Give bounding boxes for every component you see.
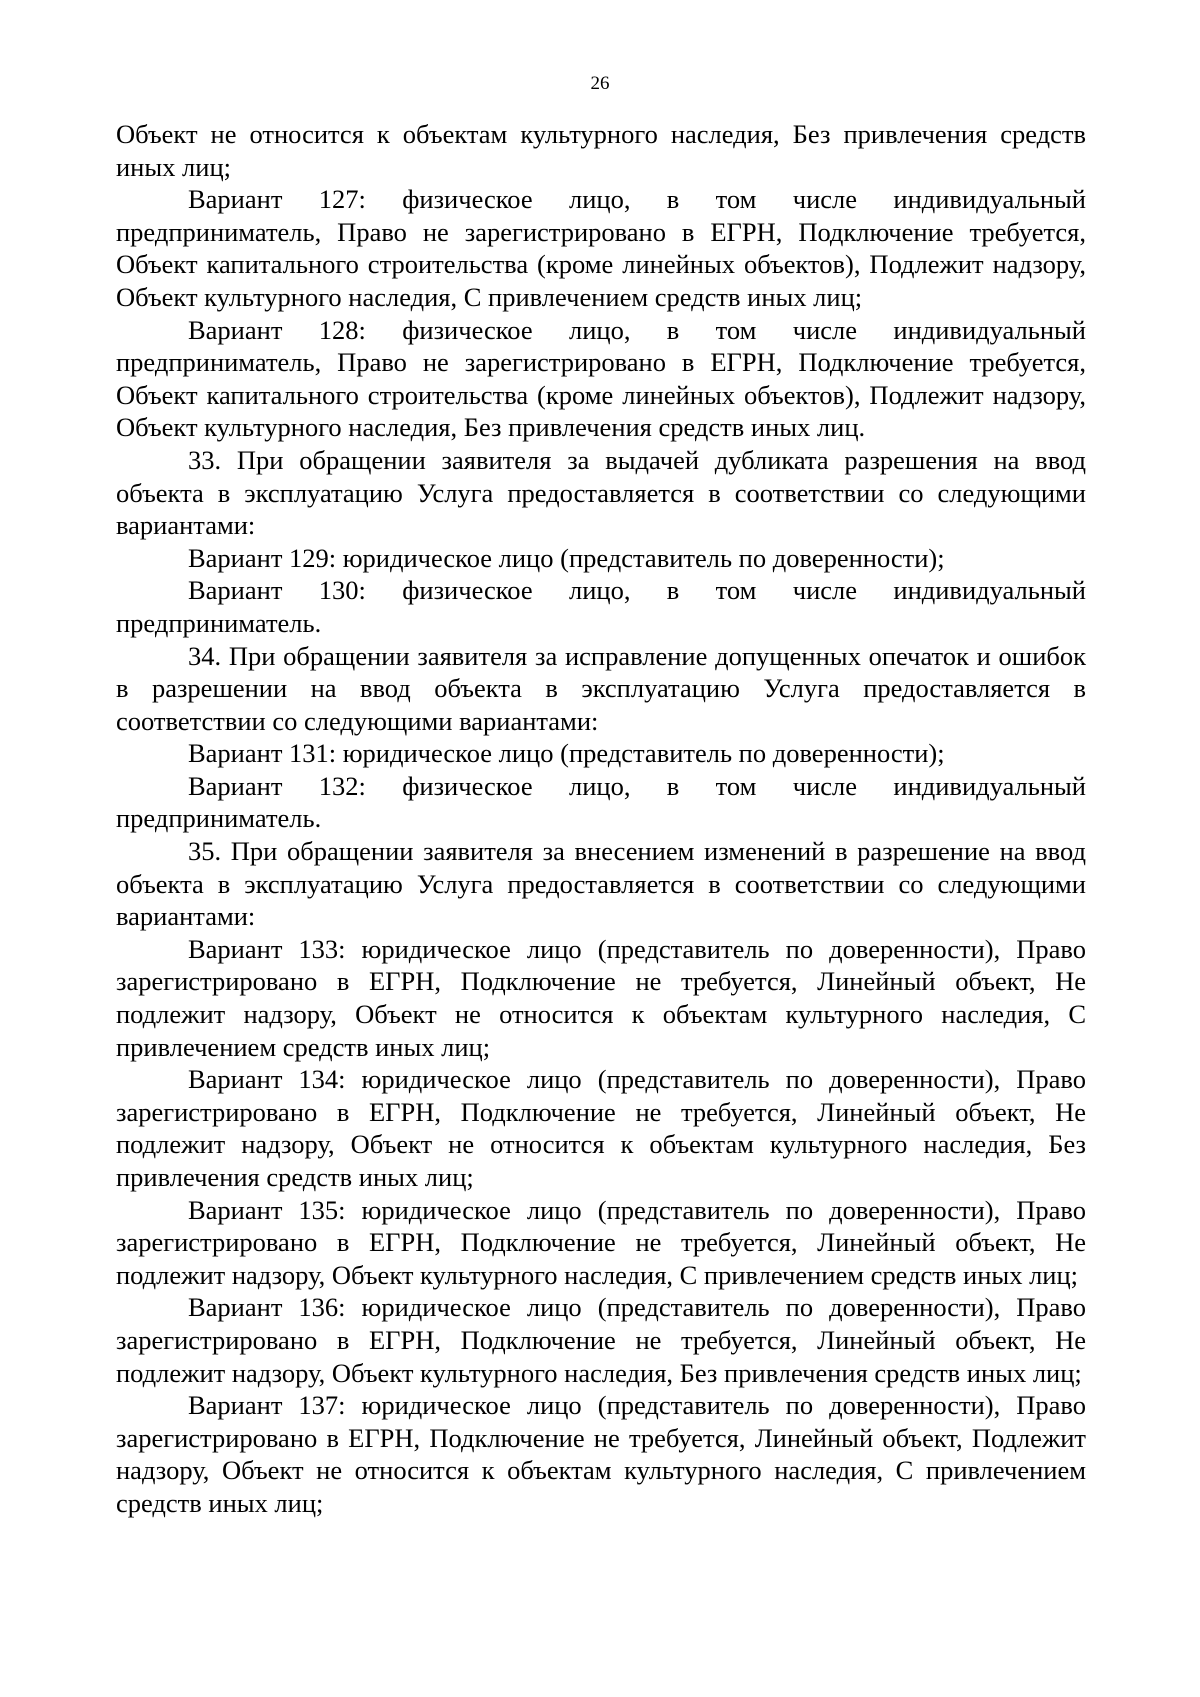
paragraph: Вариант 130: физическое лицо, в том числе индивидуальный предприниматель.	[116, 575, 1086, 638]
paragraph: Объект не относится к объектам культурного наследия, Без привлечения средств иных лиц;	[116, 119, 1086, 182]
paragraph: Вариант 132: физическое лицо, в том числе индивидуальный предприниматель.	[116, 770, 1086, 834]
paragraph: Вариант 131: юридическое лицо (представитель по доверенности);	[188, 738, 945, 769]
paragraph: Вариант 135: юридическое лицо (представитель по доверенности), Право зарегистрировано в ЕГРН, Подключение не требуется, Линейный объект, Не подлежит надзору, Объект культурного наследия, С привлечением средств иных лиц;	[116, 1194, 1086, 1290]
paragraph: Вариант 127: физическое лицо, в том числе индивидуальный предприниматель, Право не зарегистрировано в ЕГРН, Подключение требуется, Объект капитального строительства (кроме линейных объектов), Подлежит надзору, Объект культурного наследия, С привлечением средств иных лиц;	[116, 184, 1086, 312]
paragraph: 33. При обращении заявителя за выдачей дубликата разрешения на ввод объекта в эксплуатацию Услуга предоставляется в соответствии со следующими вариантами:	[116, 444, 1086, 541]
paragraph: Вариант 133: юридическое лицо (представитель по доверенности), Право зарегистрировано в ЕГРН, Подключение не требуется, Линейный объект, Не подлежит надзору, Объект не относится к объектам культурного наследия, С привлечением средств иных лиц;	[116, 933, 1086, 1062]
paragraph: 34. При обращении заявителя за исправление допущенных опечаток и ошибок в разрешении на ввод объекта в эксплуатацию Услуга предоставляется в соответствии со следующими вариантами:	[116, 640, 1086, 736]
paragraph: Вариант 134: юридическое лицо (представитель по доверенности), Право зарегистрировано в ЕГРН, Подключение не требуется, Линейный объект, Не подлежит надзору, Объект не относится к объектам культурного наследия, Без привлечения средств иных лиц;	[116, 1064, 1086, 1192]
paragraph: 35. При обращении заявителя за внесением изменений в разрешение на ввод объекта в эксплуатацию Услуга предоставляется в соответствии со следующими вариантами:	[116, 836, 1086, 932]
document-body	[116, 118, 1086, 1520]
paragraph: Вариант 128: физическое лицо, в том числе индивидуальный предприниматель, Право не зарегистрировано в ЕГРН, Подключение требуется, Объект капитального строительства (кроме линейных объектов), Подлежит надзору, Объект культурного наследия, Без привлечения средств иных лиц.	[116, 314, 1086, 443]
paragraph: Вариант 136: юридическое лицо (представитель по доверенности), Право зарегистрировано в ЕГРН, Подключение не требуется, Линейный объект, Не подлежит надзору, Объект культурного наследия, Без привлечения средств иных лиц;	[116, 1292, 1086, 1388]
paragraph: Вариант 137: юридическое лицо (представитель по доверенности), Право зарегистрировано в ЕГРН, Подключение не требуется, Линейный объект, Подлежит надзору, Объект не относится к объектам культурного наследия, С привлечением средств иных лиц;	[116, 1390, 1086, 1518]
page-number: 26	[590, 73, 610, 94]
paragraph: Вариант 129: юридическое лицо (представитель по доверенности);	[188, 542, 945, 573]
